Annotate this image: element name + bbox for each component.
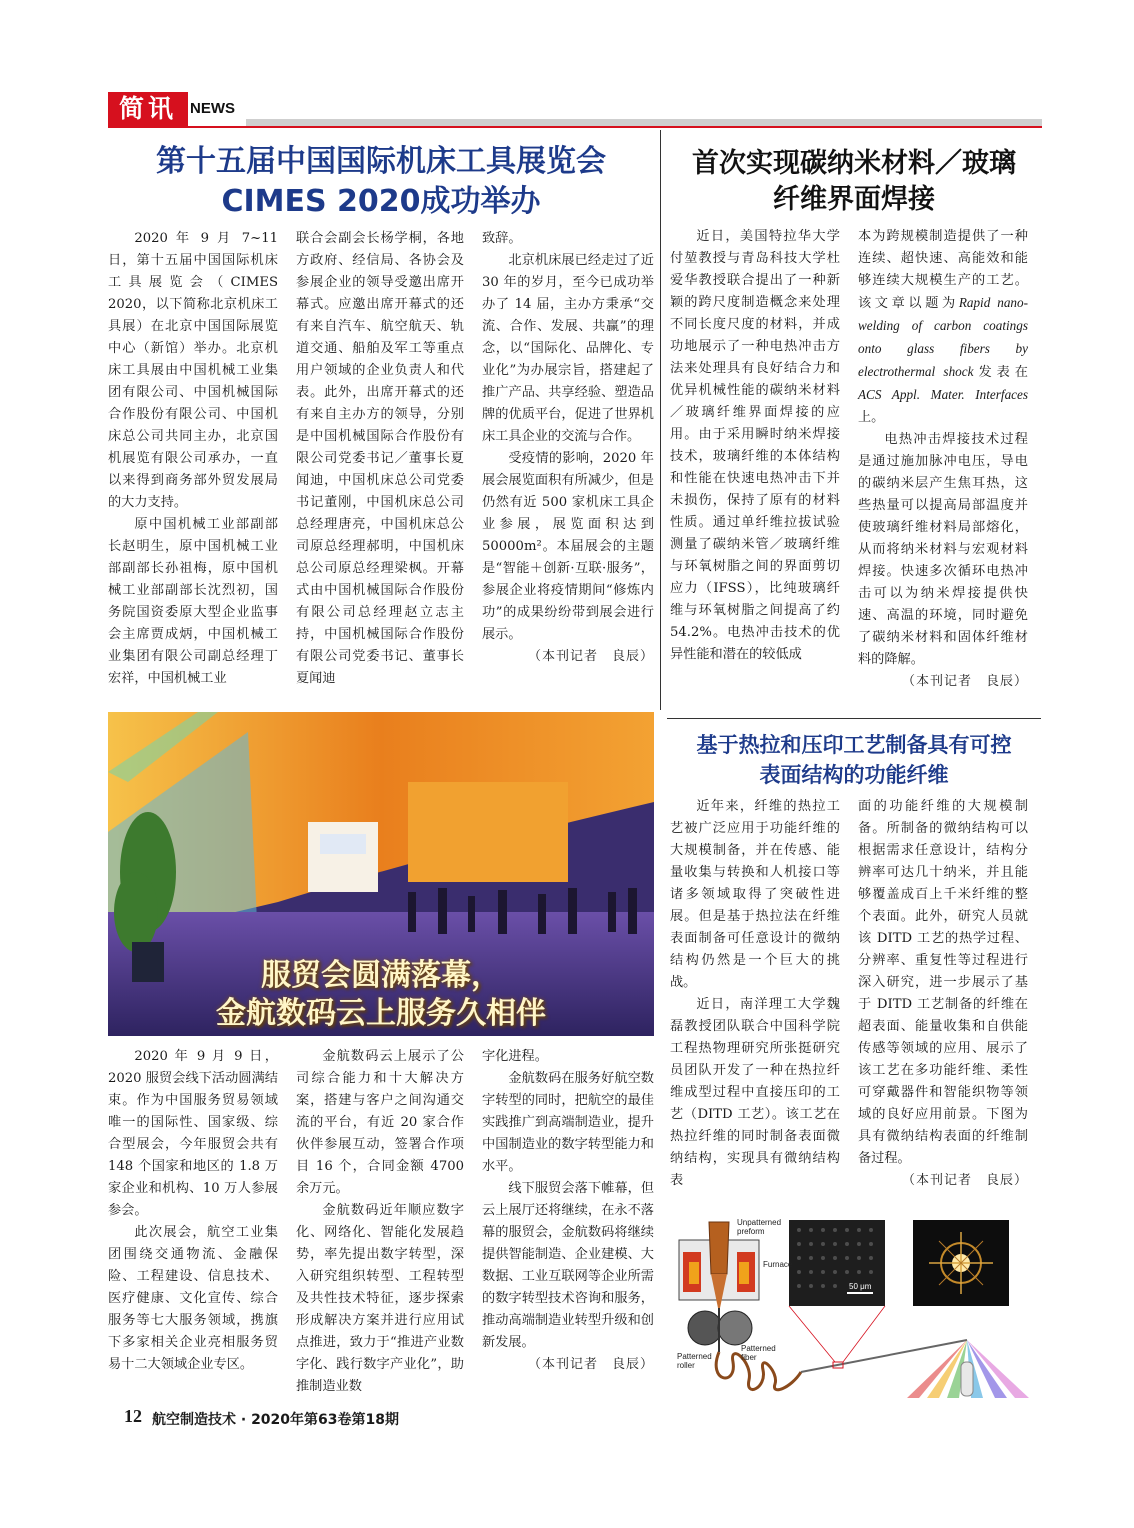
label-preform: Unpatterned preform	[737, 1218, 782, 1236]
section-badge: 简讯	[108, 92, 188, 126]
article4-col2	[296, 1046, 464, 1398]
article4-credit: （本刊记者 良辰）	[527, 1357, 654, 1372]
article2-title	[667, 146, 1041, 218]
article1-col3	[482, 228, 654, 668]
article2-col2	[858, 226, 1028, 693]
article3-title-line2: 表面结构的功能纤维	[759, 763, 949, 787]
article-divider	[667, 718, 1041, 719]
header-rule	[108, 126, 1042, 128]
column-divider	[660, 130, 661, 710]
article3-credit: （本刊记者 良辰）	[901, 1173, 1028, 1188]
paragraph	[858, 226, 1028, 429]
article1-title-line1: 第十五届中国国际机床工具展览会	[156, 144, 606, 179]
paragraph: 联合会副会长杨学桐，各地方政府、经信局、各协会及参展企业的领导受邀出席开幕式。应邀出席开幕式的还有来自汽车、航空航天、轨道交通、船舶及军工等重点用户领域的企业负责人和代表。此外，出席开幕式的还有来自主办方的领导，分别是中国机械国际合作股份有限公司党委书记／董事长夏闻迪，中国机床总公司党委书记董刚，中国机床总公司总经理唐亮，中国机床总公司原总经理郝明，中国机床总公司原总经理梁枫。开幕式由中国机械国际合作股份有限公司总经理赵立志主持，中国机械国际合作股份有限公司党委书记、董事长夏闻迪	[296, 231, 464, 686]
paragraph: 金航数码云上展示了公司综合能力和十大解决方案，搭建与客户之间沟通交流的平台，有近 20 家合作伙伴参展互动，签署合作项目 16 个，合同金额 4700 余万元。	[296, 1049, 464, 1196]
label-furnace: Furnace	[763, 1260, 793, 1269]
paragraph: 金航数码在服务好航空数字转型的同时，把航空的最佳实践推广到高端制造业，提升中国制造业的数字转型能力和水平。	[482, 1071, 654, 1174]
text: 发表在	[973, 365, 1028, 380]
article3-title-line1: 基于热拉和压印工艺制备具有可控	[696, 733, 1012, 757]
article4-col1	[108, 1046, 278, 1376]
article2-title-line1: 首次实现碳纳米材料／玻璃	[692, 148, 1016, 179]
paragraph: 金航数码近年顺应数字化、网络化、智能化发展趋势，率先提出数字转型，深入研究组织转型、工程转型及共性技术特征，逐步探索形成解决方案并进行应用试点推进，致力于“推进产业数字化、践行数字产业化”，助推制造业数	[296, 1203, 464, 1394]
article1-title-line2: CIMES 2020成功举办	[221, 184, 541, 219]
text: 上。	[858, 410, 885, 425]
journal-name: ACS Appl. Mater. Interfaces	[858, 387, 1028, 402]
article1-title	[108, 142, 654, 222]
paragraph: 2020 年 9 月 9 日，2020 服贸会线下活动圆满结束。作为中国服务贸易领域唯一的国际性、国家级、综合型展会，今年服贸会共有 148 个国家和地区的 1.8 万家企业和机构、10 万人参展参会。	[108, 1049, 278, 1218]
paragraph: 受疫情的影响，2020 年展会展览面积有所减少，但是仍然有近 500 家机床工具企业参展，展览面积达到 50000m²。本届展会的主题是“智能＋创新·互联·服务”，参展企业将疫情期间“修炼内功”的成果纷纷带到展会进行展示。	[482, 451, 654, 642]
article4-col3	[482, 1046, 654, 1376]
article2-credit: （本刊记者 良辰）	[901, 674, 1028, 689]
label-roller: Patterned roller	[677, 1352, 712, 1370]
journal-issue: 航空制造技术 · 2020年第63卷第18期	[152, 1412, 399, 1428]
header-bar	[246, 119, 1042, 126]
paragraph: 2020 年 9 月 7~11 日，第十五届中国国际机床工具展览会（CIMES 2020，以下简称北京机床工具展）在北京中国国际展览中心（新馆）举办。北京机床工具展由中国机械工业集团有限公司、中国机械国际合作股份有限公司、中国机床总公司共同主办，北京国机展览有限公司承办，一直以来得到商务部外贸发展局的大力支持。	[108, 231, 278, 510]
page-number: 12	[124, 1406, 142, 1426]
paragraph: 近日，南洋理工大学魏磊教授团队联合中国科学院工程热物理研究所张挺研究员团队开发了一种在热拉纤维成型过程中直接压印的工艺（DITD 工艺）。该工艺在热拉纤维的同时制备表面微纳结构，实现具有微纳结构表	[670, 997, 840, 1188]
paragraph: 近日，美国特拉华大学付堃教授与青岛科技大学杜爱华教授联合提出了一种新颖的跨尺度制造概念来处理不同长度尺度的材料，并成功地展示了一种电热冲击方法来处理具有良好结合力和优异机械性能的碳纳米材料／玻璃纤维界面焊接的应用。由于采用瞬时纳米焊接技术，玻璃纤维的本体结构和性能在快速电热冲击下并未损伤，保持了原有的材料性质。通过单纤维拉拔试验测量了碳纳米管／玻璃纤维与环氧树脂之间的界面剪切应力（IFSS），比纯玻璃纤维与环氧树脂之间提高了约 54.2%。电热冲击技术的优异性能和潜在的较低成	[670, 229, 840, 662]
paragraph: 近年来，纤维的热拉工艺被广泛应用于功能纤维的大规模制备，并在传感、能量收集与转换和人机接口等诸多领域取得了突破性进展。但是基于热拉法在纤维表面制备可任意设计的微纳结构仍然是一个巨大的挑战。	[670, 799, 840, 990]
photo-caption-line1: 服贸会圆满落幕，	[261, 958, 501, 993]
article1-col2	[296, 228, 464, 690]
expo-photo	[108, 712, 654, 1036]
article2-title-line2: 纤维界面焊接	[773, 184, 935, 215]
paragraph: 致辞。	[482, 231, 522, 246]
paragraph: 北京机床展已经走过了近 30 年的岁月，至今已成功举办了 14 届，主办方秉承“交流、合作、发展、共赢”的理念，以“国际化、品牌化、专业化”为办展宗旨，搭建起了推广产品、共享经验、塑造品牌的优质平台，促进了世界机床工具企业的交流与合作。	[482, 253, 654, 444]
paragraph: 电热冲击焊接技术过程是通过施加脉冲电压，导电的碳纳米层产生焦耳热，这些热量可以提高局部温度并使玻璃纤维材料局部熔化，从而将纳米材料与宏观材料焊接。快速多次循环电热冲击可以为纳米焊接提供快速、高温的环境，同时避免了碳纳米材料和固体纤维材料的降解。	[858, 432, 1028, 667]
article3-title	[667, 730, 1041, 790]
article3-col1	[670, 796, 840, 1192]
paragraph: 此次展会，航空工业集团围绕交通物流、金融保险、工程建设、信息技术、医疗健康、文化宣传、综合服务等七大服务领域，携旗下多家相关企业亮相服务贸易十二大领域企业专区。	[108, 1225, 278, 1372]
article1-col1	[108, 228, 278, 690]
label-scale: 50 μm	[849, 1282, 872, 1291]
article1-credit: （本刊记者 良辰）	[527, 649, 654, 664]
article2-col1	[670, 226, 840, 666]
paragraph: 面的功能纤维的大规模制备。所制备的微纳结构可以根据需求任意设计，结构分辨率可达几十纳米，并且能够覆盖成百上千米纤维的整个表面。此外，研究人员就该 DITD 工艺的热学过程、分辨率、重复性等过程进行深入研究，进一步展示了基于 DITD 工艺制备的纤维在超表面、能量收集和自供能传感等领域的应用、展示了该工艺在多功能纤维、柔性可穿戴器件和智能织物等领域的良好应用前景。下图为具有微纳结构表面的纤维制备过程。	[858, 799, 1028, 1166]
photo-caption-line2: 金航数码云上服务久相伴	[216, 996, 546, 1031]
fiber-process-figure	[667, 1212, 1041, 1402]
paragraph: 字化进程。	[482, 1049, 548, 1064]
paragraph: 线下服贸会落下帷幕，但云上展厅还将继续，在永不落幕的服贸会，金航数码将继续提供智能制造、企业建模、大数据、工业互联网等企业所需的数字转型技术咨询和服务，推动高端制造业转型升级和创新发展。	[482, 1181, 654, 1350]
paper-title: Rapid nano-welding of carbon coatings onto glass fibers by electrothermal shock	[858, 295, 1028, 379]
paragraph: 原中国机械工业部副部长赵明生，原中国机械工业部副部长孙祖梅，原中国机械工业部副部长沈烈初，国务院国资委原大型企业监事会主席贾成炳，中国机械工业集团有限公司副总经理丁宏祥，中国机械工业	[108, 517, 278, 686]
article3-col2	[858, 796, 1028, 1192]
text: 本为跨规模制造提供了一种连续、超快速、高能效和能够连续大规模生产的工艺。该文章以题为	[858, 229, 1028, 311]
label-fiber: Patterned fiber	[741, 1344, 776, 1362]
news-label: NEWS	[190, 100, 235, 117]
figure-illustration	[667, 1212, 1041, 1402]
